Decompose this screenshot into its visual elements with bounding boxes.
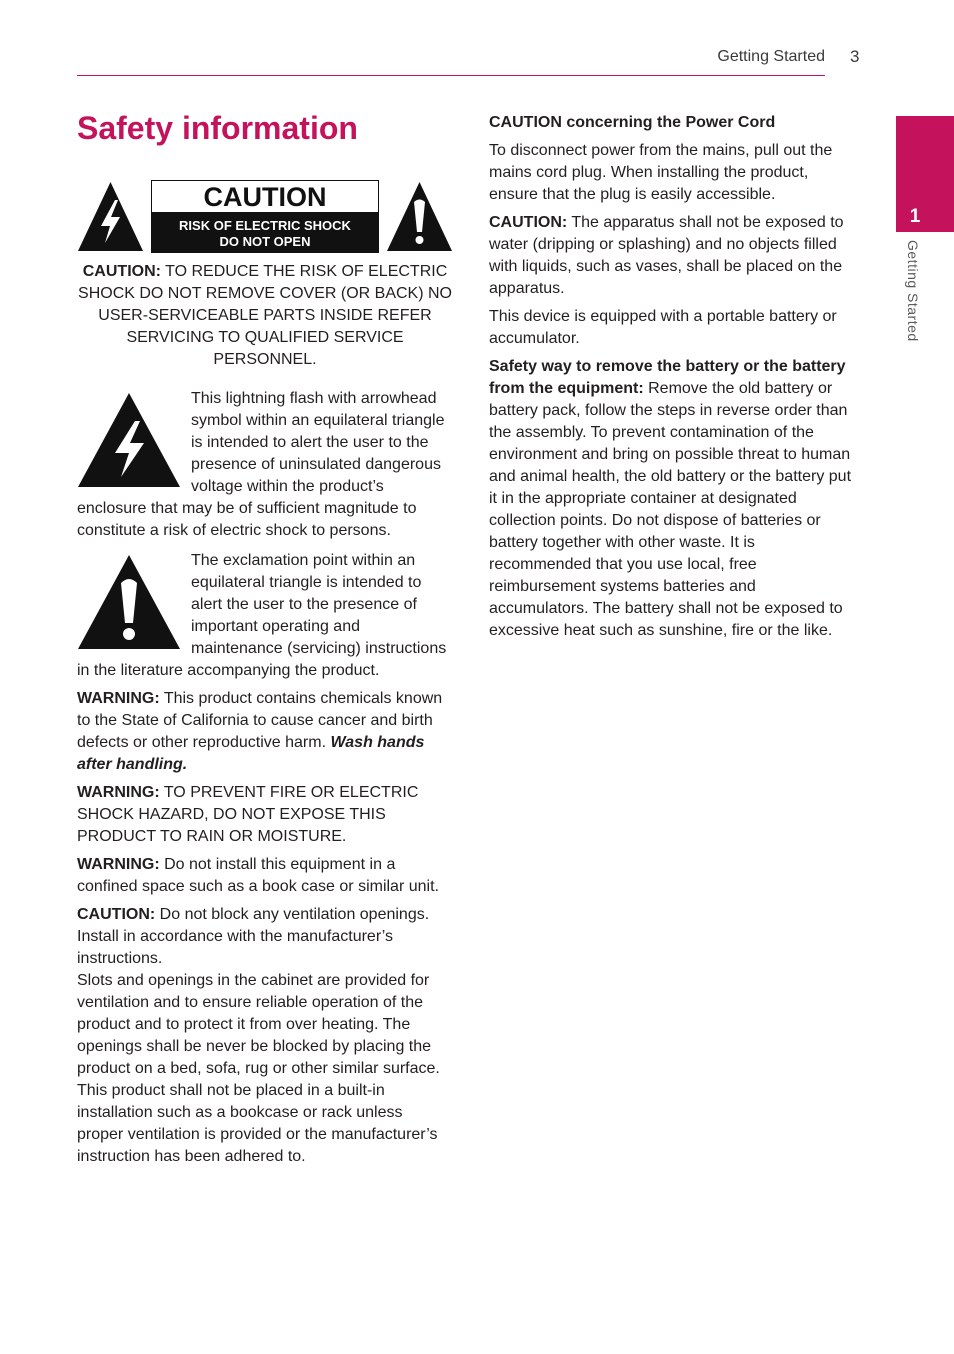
caution-line-1: RISK OF ELECTRIC SHOCK: [179, 218, 351, 233]
warning-confined-text: Do not install this equipment in a confined space such as a book case or similar unit.: [77, 856, 439, 895]
exclamation-warning-icon: [386, 180, 453, 253]
warning-fire-paragraph: [77, 782, 453, 848]
page-title: Safety information: [77, 110, 358, 146]
power-cord-heading-text: CAUTION concerning the Power Cord: [489, 114, 776, 131]
page-number: 3: [850, 47, 860, 66]
power-cord-paragraph: To disconnect power from the mains, pull out the mains cord plug. When installing the product, ensure that the plug is easily accessible.: [489, 142, 833, 203]
caution-label-box: [151, 180, 379, 253]
battery-removal-text: Remove the old battery or battery pack, follow the steps in reverse order than the assembly. To prevent contamination of the environment and bring on possible threat to human and animal health, the old battery or the battery put it in the appropriate container at designated collection points. Do not dispose of batteries or battery together with other waste. It is recommended that you use local, free reimbursement systems batteries and accumulators. The battery shall not be exposed to excessive heat such as sunshine, fire or the like.: [489, 380, 852, 639]
lightning-warning-icon: [77, 180, 144, 253]
caution-banner: [77, 180, 453, 253]
warning-chemicals-text: This product contains chemicals known to the State of California to cause cancer and birth defects or other reproductive harm.: [77, 690, 443, 751]
battery-paragraph: This device is equipped with a portable battery or accumulator.: [489, 308, 837, 347]
lightning-description: This lightning flash with arrowhead symbol within an equilateral triangle is intended to alert the user to the presence of uninsulated dangerous voltage within the product’s enclosure that may be of sufficient magnitude to constitute a risk of electric shock to persons.: [77, 390, 445, 539]
warning-label: WARNING:: [77, 690, 160, 707]
caution-paragraph: [77, 261, 453, 371]
chapter-number: 1: [909, 206, 921, 227]
lightning-symbol: [77, 391, 181, 489]
caution-label: CAUTION:: [82, 263, 161, 280]
battery-removal-paragraph: [489, 356, 854, 642]
caution-label: CAUTION:: [489, 214, 568, 231]
warning-label: WARNING:: [77, 784, 160, 801]
caution-text: TO REDUCE THE RISK OF ELECTRIC SHOCK DO NOT REMOVE COVER (OR BACK) NO USER-SERVICEABLE PARTS INSIDE REFER SERVICING TO QUALIFIED SERVICE PERSONNEL.: [78, 263, 452, 368]
chapter-tab: [896, 116, 954, 232]
lightning-triangle-icon: [77, 391, 181, 489]
wash-hands-notice: Wash hands after handling.: [77, 734, 425, 773]
lightning-paragraph: [77, 388, 453, 542]
caution-water-text: The apparatus shall not be exposed to water (dripping or splashing) and no objects filled with liquids, such as vases, shall be placed on the apparatus.: [489, 214, 844, 297]
exclamation-triangle-icon: [77, 553, 181, 651]
chapter-label: Getting Started: [905, 240, 921, 342]
caution-water-paragraph: [489, 212, 854, 300]
warning-label: WARNING:: [77, 856, 160, 873]
slots-paragraph: Slots and openings in the cabinet are provided for ventilation and to ensure reliable operation of the product and to protect it from over heating. The openings shall be never be blocked by placing the product on a bed, sofa, rug or other similar surface. This product shall not be placed in a built-in installation such as a bookcase or rack unless proper ventilation is provided or the manufacturer’s instruction has been adhered to.: [77, 972, 440, 1165]
header-divider: [77, 75, 825, 76]
exclamation-symbol: [77, 553, 181, 651]
caution-ventilation-paragraph: [77, 904, 453, 970]
caution-heading: CAUTION: [203, 182, 327, 212]
header-section-title: Getting Started: [717, 48, 825, 65]
warning-chemicals-paragraph: [77, 688, 453, 776]
caution-line-2: DO NOT OPEN: [219, 234, 311, 249]
warning-confined-paragraph: [77, 854, 453, 898]
exclamation-description: The exclamation point within an equilateral triangle is intended to alert the user to the presence of important operating and maintenance (servicing) instructions in the literature accompanying the product.: [77, 552, 447, 679]
caution-ventilation-text: Do not block any ventilation openings. Install in accordance with the manufacturer’s instructions.: [77, 906, 430, 967]
left-column: [77, 261, 453, 1174]
right-column: [489, 112, 854, 648]
power-cord-heading: [489, 112, 854, 134]
warning-fire-text: TO PREVENT FIRE OR ELECTRIC SHOCK HAZARD, DO NOT EXPOSE THIS PRODUCT TO RAIN OR MOISTURE.: [77, 784, 419, 845]
caution-label: CAUTION:: [77, 906, 156, 923]
caution-subtext: [152, 212, 378, 252]
exclamation-paragraph: [77, 550, 453, 682]
battery-removal-heading: Safety way to remove the battery or the battery from the equipment:: [489, 358, 846, 397]
